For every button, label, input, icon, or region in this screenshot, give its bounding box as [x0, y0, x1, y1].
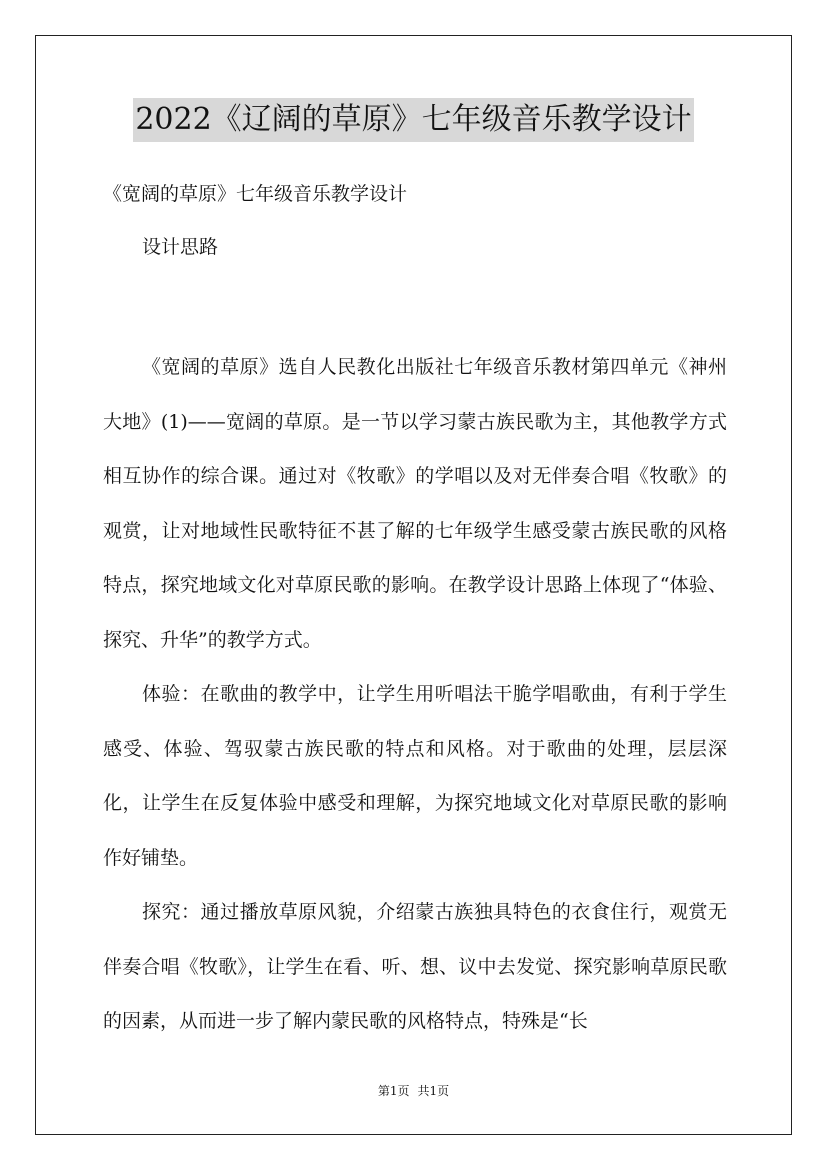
- page-footer: [0, 1083, 827, 1099]
- page-total: 共1页: [417, 1084, 450, 1098]
- section-heading: 设计思路: [142, 236, 219, 258]
- paragraph-experience: 体验：在歌曲的教学中，让学生用听唱法干脆学唱歌曲，有利于学生感受、体验、驾驭蒙古族民歌的特点和风格。对于歌曲的处理，层层深化，让学生在反复体验中感受和理解，为探究地域文化对草原民歌的影响作好铺垫。: [103, 683, 727, 869]
- paragraph-intro: 《宽阔的草原》选自人民教化出版社七年级音乐教材第四单元《神州大地》(1)——宽阔的草原。是一节以学习蒙古族民歌为主，其他教学方式相互协作的综合课。通过对《牧歌》的学唱以及对无伴奏合唱《牧歌》的观赏，让对地域性民歌特征不甚了解的七年级学生感受蒙古族民歌的风格特点，探究地域文化对草原民歌的影响。在教学设计思路上体现了“体验、探究、升华”的教学方式。: [103, 356, 727, 651]
- document-subtitle: 《宽阔的草原》七年级音乐教学设计: [103, 183, 408, 205]
- title-container: [0, 98, 827, 142]
- document-title: 2022《辽阔的草原》七年级音乐教学设计: [133, 98, 693, 142]
- page-number: 第1页: [377, 1084, 410, 1098]
- body-text: [103, 340, 727, 1049]
- paragraph-explore: 探究：通过播放草原风貌，介绍蒙古族独具特色的衣食住行，观赏无伴奏合唱《牧歌》，让学生在看、听、想、议中去发觉、探究影响草原民歌的因素，从而进一步了解内蒙民歌的风格特点，特殊是“长: [103, 901, 727, 1032]
